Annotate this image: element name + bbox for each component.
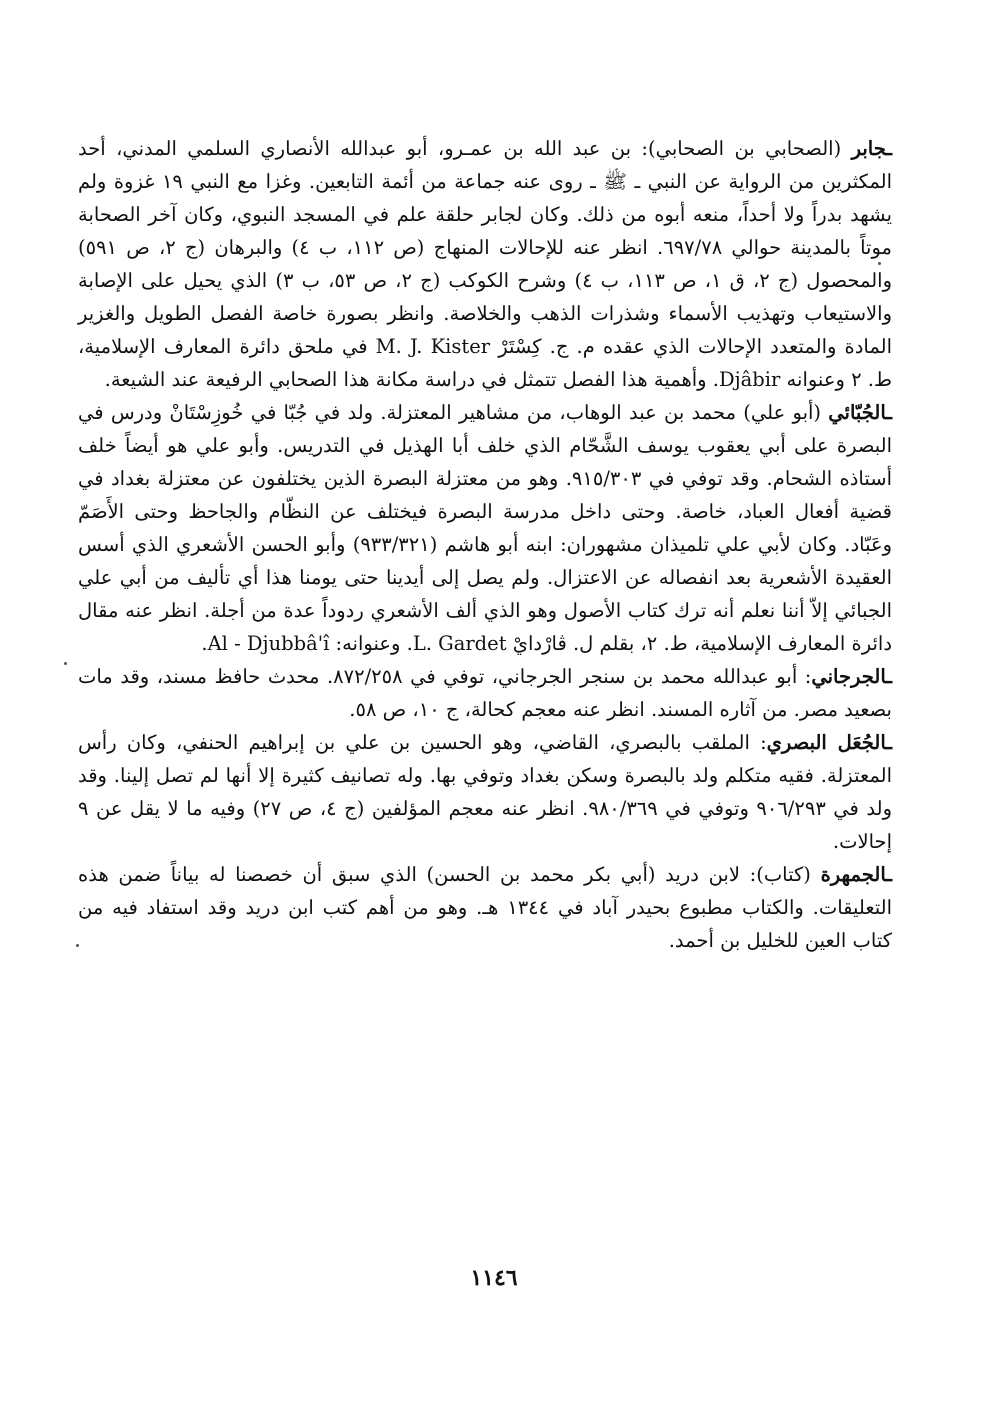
entry-text: (أبو علي) محمد بن عبد الوهاب، من مشاهير المعتزلة. ولد في جُبّا في خُوزِسْتَانْ ودرس في البصرة على أبي يعقوب يوسف الشَّحّام الذي خلف أبا الهذيل في التدريس. وأبو علي هو أيضاً خلف أستاذه الشحام. وقد توفي في ٩١٥/٣٠٣. وهو من معتزلة البصرة الذين يختلفون عن معتزلة بغداد في قضية أفعال العباد، خاصة. وحتى داخل مدرسة البصرة فيختلف عن النظّام والجاحظ وحتى الأَصَمّ وعَبّاد. وكان لأبي علي تلميذان مشهوران: ابنه أبو هاشم (٩٣٣/٣٢١) وأبو الحسن الأشعري الذي أسس العقيدة الأشعرية بعد انفصاله عن الاعتزال. ولم يصل إلى أيدينا حتى يومنا هذا أي تأليف من أبي علي الجبائي إلاّ أننا نعلم أنه ترك كتاب الأصول وهو الذي ألف الأشعري ردوداً عدة من أجلة. انظر عنه مقال دائرة المعارف الإسلامية، ط. ٢، بقلم ل. ڤارْدايْ L. Gardet. وعنوانه: Al - Djubbâ'î. (78, 401, 893, 655)
entry-jabir: ـجابر (الصحابي بن الصحابي): بن عبد الله بن عمـرو، أبو عبدالله الأنصاري السلمي المدني، أحد المكثرين من الرواية عن النبي ـ ﷺ ـ روى عنه جماعة من أئمة التابعين. وغزا مع النبي ١٩ غزوة ولم يشهد بدراً ولا أحداً، منعه أبوه من ذلك. وكان لجابر حلقة علم في المسجد النبوي، وكان آخر الصحابة موتاً بالمدينة حوالي ٦٩٧/٧٨. انظر عنه للإحالات المنهاج (ص ١١٢، ب ٤) والبرهان (ج ٢، ص ٥٩١) والمحصول (ج ٢، ق ١، ص ١١٣، ب ٤) وشرح الكوكب (ج ٢، ص ٥٣، ب ٣) الذي يحيل على الإصابة والاستيعاب وتهذيب الأسماء وشذرات الذهب والخلاصة. وانظر بصورة خاصة الفصل الطويل والغزير المادة والمتعدد الإحالات الذي عقده م. ج. كِسْتَرْ M. J. Kister في ملحق دائرة المعارف الإسلامية، ط. ٢ وعنوانه Djâbir. وأهمية هذا الفصل تتمثل في دراسة مكانة هذا الصحابي الرفيعة عند الشيعة. (78, 137, 892, 391)
entry-text: : أبو عبدالله محمد بن سنجر الجرجاني، توفي في ٨٧٢/٢٥٨. محدث حافظ مسند، وقد مات بصعيد مصر. من آثاره المسند. انظر عنه معجم كحالة، ج ١٠، ص ٥٨. (78, 665, 892, 721)
entry-heading: الجُبّائي (828, 401, 887, 424)
entry-heading: الجرجاني (811, 665, 887, 688)
page-number: ١١٤٦ (470, 1265, 518, 1291)
entry-jurjani: ـالجرجاني: أبو عبدالله محمد بن سنجر الجرجاني، توفي في ٨٧٢/٢٥٨. محدث حافظ مسند، وقد مات بصعيد مصر. من آثاره المسند. انظر عنه معجم كحالة، ج ١٠، ص ٥٨. (78, 665, 892, 721)
entry-text: (كتاب): لابن دريد (أبي بكر محمد بن الحسن) الذي سبق أن خصصنا له بياناً ضمن هذه التعليقات. والكتاب مطبوع بحيدر آباد في ١٣٤٤ هـ. وهو من أهم كتب ابن دريد وقد استفاد فيه من كتاب العين للخليل بن أحمد. (78, 863, 892, 952)
entry-jual-basri: ـالجُعَل البصري: الملقب بالبصري، القاضي، وهو الحسين بن علي بن إبراهيم الحنفي، وكان رأس المعتزلة. فقيه متكلم ولد بالبصرة وسكن بغداد وتوفي بها. وله تصانيف كثيرة إلا أنها لم تصل إلينا. وقد ولد في ٩٠٦/٢٩٣ وتوفي في ٩٨٠/٣٦٩. انظر عنه معجم المؤلفين (ج ٤، ص ٢٧) وفيه ما لا يقل عن ٩ إحالات. (78, 731, 892, 853)
entry-jubbai: ـالجُبّائي (أبو علي) محمد بن عبد الوهاب، من مشاهير المعتزلة. ولد في جُبّا في خُوزِسْتَانْ ودرس في البصرة على أبي يعقوب يوسف الشَّحّام الذي خلف أبا الهذيل في التدريس. وأبو علي هو أيضاً خلف أستاذه الشحام. وقد توفي في ٩١٥/٣٠٣. وهو من معتزلة البصرة الذين يختلفون عن معتزلة بغداد في قضية أفعال العباد، خاصة. وحتى داخل مدرسة البصرة فيختلف عن النظّام والجاحظ وحتى الأَصَمّ وعَبّاد. وكان لأبي علي تلميذان مشهوران: ابنه أبو هاشم (٩٣٣/٣٢١) وأبو الحسن الأشعري الذي أسس العقيدة الأشعرية بعد انفصاله عن الاعتزال. ولم يصل إلى أيدينا حتى يومنا هذا أي تأليف من أبي علي الجبائي إلاّ أننا نعلم أنه ترك كتاب الأصول وهو الذي ألف الأشعري ردوداً عدة من أجلة. انظر عنه مقال دائرة المعارف الإسلامية، ط. ٢، بقلم ل. ڤارْدايْ L. Gardet. وعنوانه: Al - Djubbâ'î. (78, 401, 893, 655)
scan-speck (64, 662, 67, 665)
scan-speck (76, 944, 79, 947)
entry-heading: الجُعَل البصري (766, 731, 887, 754)
entry-jamhara: ـالجمهرة (كتاب): لابن دريد (أبي بكر محمد بن الحسن) الذي سبق أن خصصنا له بياناً ضمن هذه التعليقات. والكتاب مطبوع بحيدر آباد في ١٣٤٤ هـ. وهو من أهم كتب ابن دريد وقد استفاد فيه من كتاب العين للخليل بن أحمد. (78, 863, 892, 952)
entry-heading: جابر (851, 137, 887, 160)
scan-speck (878, 262, 881, 265)
entry-heading: الجمهرة (820, 863, 887, 886)
entry-text: : الملقب بالبصري، القاضي، وهو الحسين بن علي بن إبراهيم الحنفي، وكان رأس المعتزلة. فقيه متكلم ولد بالبصرة وسكن بغداد وتوفي بها. وله تصانيف كثيرة إلا أنها لم تصل إلينا. وقد ولد في ٩٠٦/٢٩٣ وتوفي في ٩٨٠/٣٦٩. انظر عنه معجم المؤلفين (ج ٤، ص ٢٧) وفيه ما لا يقل عن ٩ إحالات. (78, 731, 892, 853)
entry-text: (الصحابي بن الصحابي): بن عبد الله بن عمـرو، أبو عبدالله الأنصاري السلمي المدني، أحد المكثرين من الرواية عن النبي ـ ﷺ ـ روى عنه جماعة من أئمة التابعين. وغزا مع النبي ١٩ غزوة ولم يشهد بدراً ولا أحداً، منعه أبوه من ذلك. وكان لجابر حلقة علم في المسجد النبوي، وكان آخر الصحابة موتاً بالمدينة حوالي ٦٩٧/٧٨. انظر عنه للإحالات المنهاج (ص ١١٢، ب ٤) والبرهان (ج ٢، ص ٥٩١) والمحصول (ج ٢، ق ١، ص ١١٣، ب ٤) وشرح الكوكب (ج ٢، ص ٥٣، ب ٣) الذي يحيل على الإصابة والاستيعاب وتهذيب الأسماء وشذرات الذهب والخلاصة. وانظر بصورة خاصة الفصل الطويل والغزير المادة والمتعدد الإحالات الذي عقده م. ج. كِسْتَرْ M. J. Kister في ملحق دائرة المعارف الإسلامية، ط. ٢ وعنوانه Djâbir. وأهمية هذا الفصل تتمثل في دراسة مكانة هذا الصحابي الرفيعة عند الشيعة. (78, 137, 892, 391)
